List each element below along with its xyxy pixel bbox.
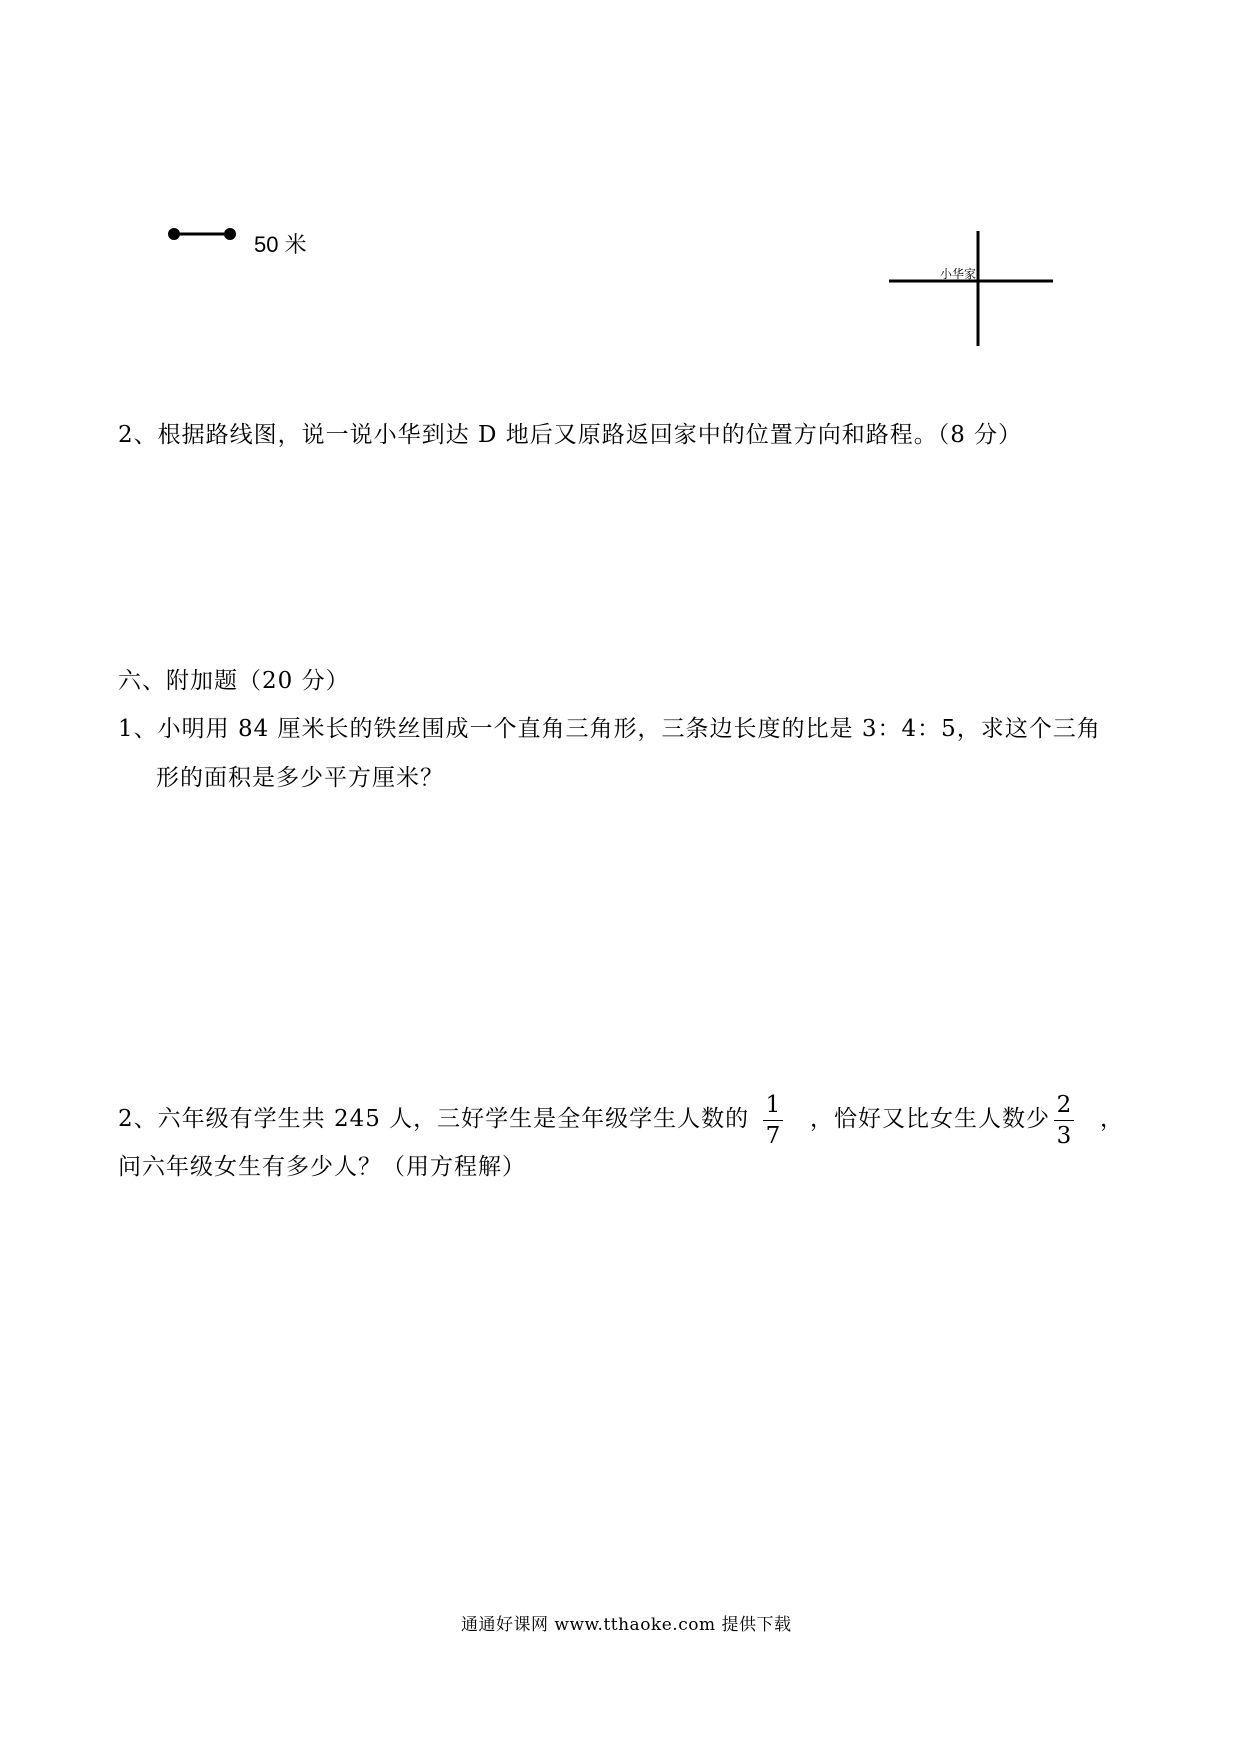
- question-5-2: 2、根据路线图，说一说小华到达 D 地后又原路返回家中的位置方向和路程。（8 分）: [118, 422, 1023, 448]
- home-map-cross: [880, 228, 1060, 348]
- fraction-two-thirds: [1053, 1092, 1075, 1149]
- fraction-numerator: 1: [765, 1092, 781, 1118]
- section-6-title: 六、附加题（20 分）: [118, 668, 350, 694]
- question-6-1-line2: 形的面积是多少平方厘米？: [156, 765, 444, 791]
- footer-download-note: 通通好课网 www.tthaoke.com 提供下载: [461, 1615, 792, 1635]
- fraction-numerator: 2: [1056, 1092, 1072, 1118]
- question-6-2-part1: 2、六年级有学生共 245 人，三好学生是全年级学生人数的: [118, 1106, 750, 1132]
- fraction-one-seventh: [762, 1092, 784, 1149]
- question-6-2-part2: ，恰好又比女生人数少: [810, 1106, 1050, 1132]
- scale-label: 50 米: [254, 232, 307, 257]
- question-6-1-line1: 1、小明用 84 厘米长的铁丝围成一个直角三角形，三条边长度的比是 3：4：5，求这个三角: [118, 716, 1101, 742]
- fraction-denominator: 7: [765, 1123, 781, 1149]
- home-label: 小华家: [940, 267, 977, 281]
- scale-bar: [160, 222, 240, 246]
- question-6-2-line2: 问六年级女生有多少人？（用方程解）: [118, 1154, 526, 1180]
- fraction-denominator: 3: [1056, 1123, 1072, 1149]
- question-6-2-part3: ，: [1100, 1106, 1124, 1132]
